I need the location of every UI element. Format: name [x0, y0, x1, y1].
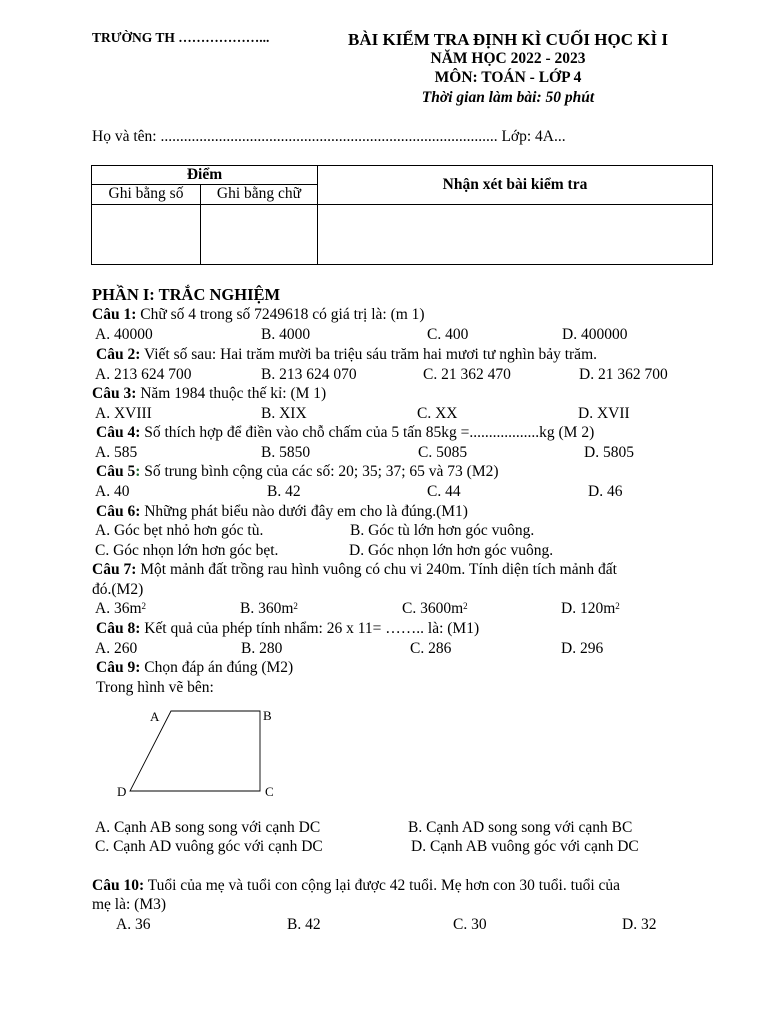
vertex-d-label: D	[117, 784, 127, 799]
time-limit: Thời gian làm bài: 50 phút	[421, 89, 595, 106]
vertex-a-label: A	[150, 709, 160, 724]
q8-option-a: A. 260	[95, 640, 138, 657]
q3-option-c: C. XX	[417, 405, 458, 422]
exam-title: BÀI KIỂM TRA ĐỊNH KÌ CUỐI HỌC KÌ I	[348, 30, 668, 49]
question-2: Câu 2: Viết số sau: Hai trăm mười ba triệu sáu trăm hai mươi tư nghìn bảy trăm.	[96, 346, 597, 363]
trapezoid-figure	[112, 703, 292, 803]
q8-option-d: D. 296	[561, 640, 604, 657]
score-by-words-header: Ghi bằng chữ	[216, 185, 302, 202]
q2-option-d: D. 21 362 700	[579, 366, 668, 383]
question-10-continued: mẹ là: (M3)	[92, 896, 167, 913]
q10-option-a: A. 36	[116, 916, 151, 933]
q10-option-c: C. 30	[453, 916, 487, 933]
q4-option-c: C. 5085	[418, 444, 468, 461]
q7-option-d: D. $120m^2$	[561, 600, 620, 617]
school-year: NĂM HỌC 2022 - 2023	[430, 50, 586, 67]
question-5: Câu 5: Số trung bình cộng của các số: 20; 35; 37; 65 và 73 (M2)	[96, 463, 499, 480]
q8-option-b: B. 280	[241, 640, 283, 657]
q6-option-a: A. Góc bẹt nhỏ hơn góc tù.	[95, 522, 264, 539]
q5-option-d: D. 46	[588, 483, 623, 500]
q7-option-c: C. $3600m^2$	[402, 600, 468, 617]
question-4: Câu 4: Số thích hợp để điền vào chỗ chấm của 5 tấn 85kg =..................kg (M 2)	[96, 424, 595, 441]
q1-option-c: C. 400	[427, 326, 469, 343]
q4-option-a: A. 585	[95, 444, 138, 461]
question-1: Câu 1: Chữ số 4 trong số 7249618 có giá trị là: (m 1)	[92, 306, 425, 323]
question-9: Câu 9: Chọn đáp án đúng (M2)	[96, 659, 294, 676]
question-7-continued: đó.(M2)	[92, 581, 144, 598]
q4-option-d: D. 5805	[584, 444, 634, 461]
question-10: Câu 10: Tuổi của mẹ và tuổi con cộng lại được 42 tuổi. Mẹ hơn con 30 tuổi. tuổi của	[92, 877, 621, 894]
q4-option-b: B. 5850	[261, 444, 311, 461]
school-name: TRƯỜNG TH ………………...	[92, 30, 270, 45]
q1-option-a: A. 40000	[95, 326, 153, 343]
q7-option-b: B. $360m^2$	[240, 600, 298, 617]
q6-option-b: B. Góc tù lớn hơn góc vuông.	[350, 522, 535, 539]
vertex-b-label: B	[263, 708, 272, 723]
q1-option-b: B. 4000	[261, 326, 311, 343]
q7-option-a: A. $36m^2$	[95, 600, 146, 617]
vertex-c-label: C	[265, 784, 274, 799]
q9-option-a: A. Cạnh AB song song với cạnh DC	[95, 819, 321, 836]
q5-option-c: C. 44	[427, 483, 461, 500]
student-name-line: Họ và tên: ....................................................................................... Lớp: 4A...	[92, 128, 566, 145]
q2-option-a: A. 213 624 700	[95, 366, 192, 383]
q3-option-d: D. XVII	[578, 405, 630, 422]
q10-option-b: B. 42	[287, 916, 321, 933]
q1-option-d: D. 400000	[562, 326, 628, 343]
q8-option-c: C. 286	[410, 640, 452, 657]
q2-option-c: C. 21 362 470	[423, 366, 511, 383]
q5-option-a: A. 40	[95, 483, 130, 500]
q9-option-b: B. Cạnh AD song song với cạnh BC	[408, 819, 633, 836]
subject-line: MÔN: TOÁN - LỚP 4	[434, 69, 582, 86]
question-6: Câu 6: Những phát biểu nào dưới đây em cho là đúng.(M1)	[96, 503, 468, 520]
q5-option-b: B. 42	[267, 483, 301, 500]
score-header: Điểm	[186, 166, 223, 183]
q3-option-b: B. XIX	[261, 405, 307, 422]
q9-option-d: D. Cạnh AB vuông góc với cạnh DC	[411, 838, 639, 855]
question-3: Câu 3: Năm 1984 thuộc thế kỉ: (M 1)	[92, 385, 327, 402]
q2-option-b: B. 213 624 070	[261, 366, 357, 383]
q6-option-d: D. Góc nhọn lớn hơn góc vuông.	[349, 542, 554, 559]
q6-option-c: C. Góc nhọn lớn hơn góc bẹt.	[95, 542, 279, 559]
comment-header: Nhận xét bài kiểm tra	[442, 176, 588, 193]
section-title: PHẦN I: TRẮC NGHIỆM	[92, 285, 281, 304]
question-9-prompt: Trong hình vẽ bên:	[96, 679, 214, 696]
q9-option-c: C. Cạnh AD vuông góc với cạnh DC	[95, 838, 323, 855]
question-8: Câu 8: Kết quả của phép tính nhẩm: 26 x 11= …….. là: (M1)	[96, 620, 480, 637]
score-table	[91, 165, 713, 265]
q3-option-a: A. XVIII	[95, 405, 152, 422]
question-7: Câu 7: Một mảnh đất trồng rau hình vuông có chu vi 240m. Tính diện tích mảnh đất	[92, 561, 617, 578]
q10-option-d: D. 32	[622, 916, 657, 933]
score-by-number-header: Ghi bằng số	[108, 185, 184, 202]
